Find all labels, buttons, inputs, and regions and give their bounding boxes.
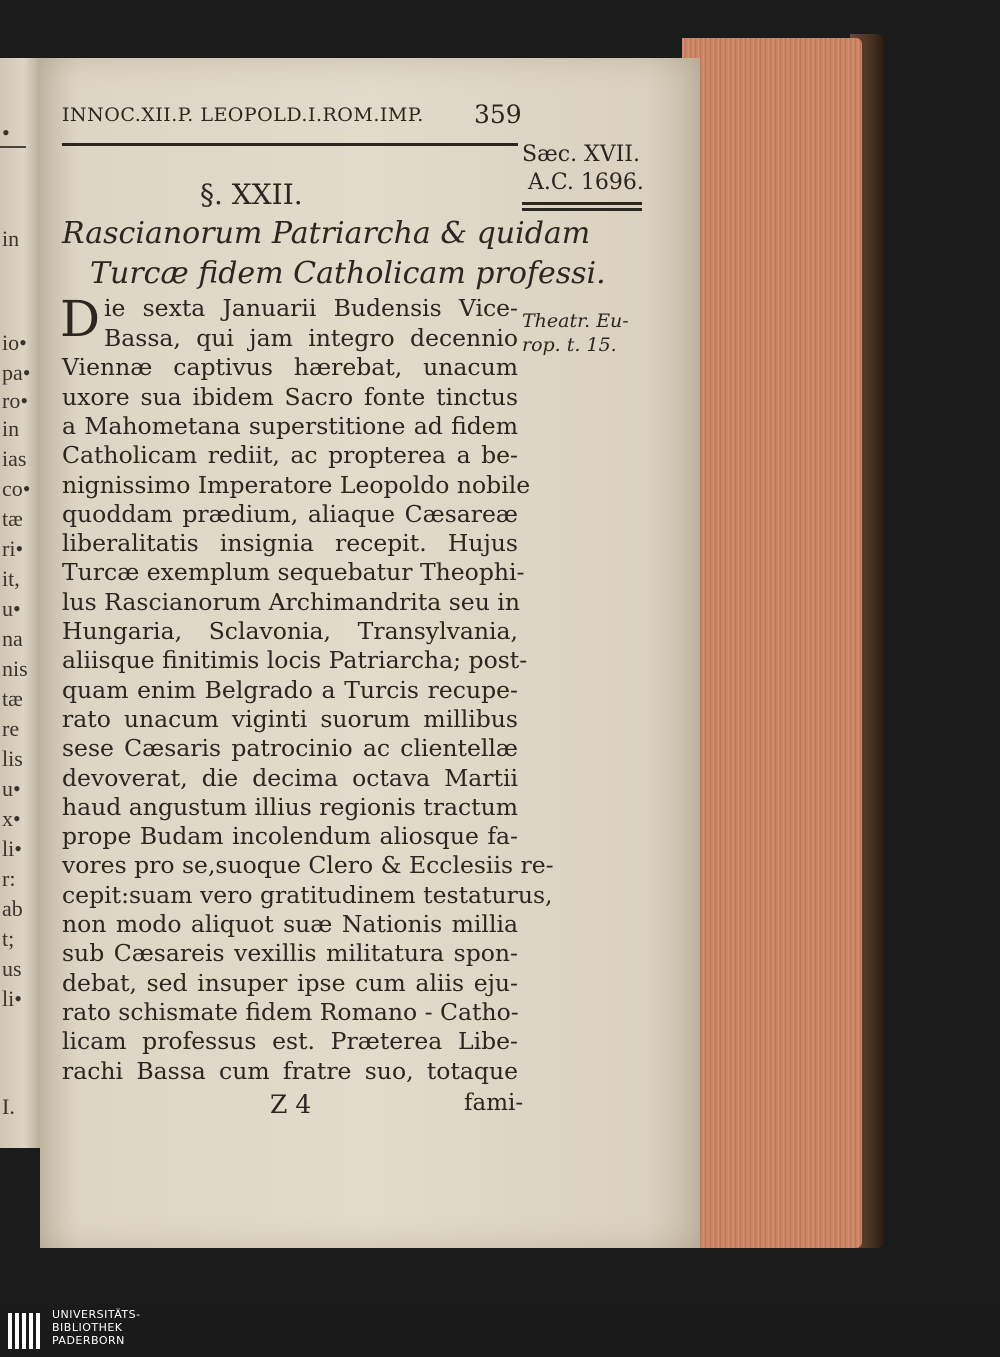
left-page-fragment: u•: [2, 596, 21, 621]
left-page-rule: [0, 146, 26, 148]
body-line: rato schismate fidem Romano - Catho-: [62, 997, 519, 1026]
body-line: vores pro se,suoque Clero & Ecclesiis re-: [62, 851, 554, 880]
margin-rule: [522, 202, 642, 205]
body-line: nignissimo Imperatore Leopoldo nobile: [62, 470, 531, 499]
body-line: aliisque finitimis locis Patriarcha; post-: [62, 646, 528, 675]
body-line: debat, sed insuper ipse cum aliis eju-: [62, 968, 518, 997]
left-page-fragment: us: [2, 956, 22, 981]
page-number: 359: [474, 100, 522, 129]
body-line: prope Budam incolendum aliosque fa-: [62, 822, 518, 851]
margin-rule: [522, 208, 642, 211]
margin-year: A.C. 1696.: [528, 170, 644, 195]
body-line: devoverat, die decima octava Martii: [62, 763, 518, 792]
left-page-fragment: tæ: [2, 686, 23, 711]
margin-note-line: rop. t. 15.: [522, 334, 617, 356]
logo-text-line: UNIVERSITÄTS-: [52, 1308, 141, 1321]
body-line: liberalitatis insignia recepit. Hujus: [62, 529, 518, 558]
left-page-strip: [0, 58, 40, 1148]
section-title-line: Rascianorum Patriarcha & quidam: [62, 216, 591, 251]
body-line: uxore sua ibidem Sacro fonte tinctus: [62, 382, 518, 411]
page-fore-edge: [682, 38, 862, 1248]
body-line: Hungaria, Sclavonia, Transylvania,: [62, 617, 518, 645]
body-line: Turcæ exemplum sequebatur Theophi-: [62, 558, 525, 587]
running-head: INNOC.XII.P. LEOPOLD.I.ROM.IMP.: [62, 104, 424, 126]
left-page-fragment: re: [2, 716, 20, 741]
left-page-fragment: x•: [2, 806, 21, 831]
header-rule: [62, 143, 518, 146]
margin-note-line: Theatr. Eu-: [522, 310, 629, 332]
library-logo-bar: [0, 1305, 1000, 1357]
body-line: Bassa, qui jam integro decennio: [104, 324, 518, 352]
section-number: §. XXII.: [200, 178, 303, 211]
section-title-line: Turcæ fidem Catholicam professi.: [90, 256, 606, 291]
body-line: sub Cæsareis vexillis militatura spon-: [62, 939, 518, 968]
left-page-fragment: pa•: [2, 360, 31, 385]
logo-text-line: PADERBORN: [52, 1334, 125, 1347]
left-page-fragment: r:: [2, 866, 16, 891]
left-page-fragment: ri•: [2, 536, 24, 561]
body-line: Catholicam rediit, ac propterea a be-: [62, 441, 518, 470]
logo-text-line: BIBLIOTHEK: [52, 1321, 123, 1334]
left-page-fragment: •: [2, 120, 10, 145]
body-line: sese Cæsaris patrocinio ac clientellæ: [62, 734, 518, 763]
left-page-fragment: na: [2, 626, 23, 651]
signature-mark: Z 4: [270, 1090, 312, 1119]
left-page-fragment: it,: [2, 566, 20, 591]
catchword: fami-: [464, 1090, 524, 1116]
left-page-fragment: co•: [2, 476, 31, 501]
body-line: a Mahometana superstitione ad fidem: [62, 411, 518, 440]
body-line: rachi Bassa cum fratre suo, totaque: [62, 1056, 518, 1085]
left-page-fragment: ab: [2, 896, 23, 921]
body-line: licam professus est. Præterea Libe-: [62, 1027, 518, 1056]
left-page-fragment: t;: [2, 926, 15, 951]
body-line: quoddam prædium, aliaque Cæsareæ: [62, 499, 518, 528]
body-line: haud angustum illius regionis tractum: [62, 792, 518, 821]
body-line: cepit:suam vero gratitudinem testaturus,: [62, 880, 553, 909]
body-line: lus Rascianorum Archimandrita seu in: [62, 587, 520, 616]
body-line: non modo aliquot suæ Nationis millia: [62, 910, 518, 938]
left-page-fragment: in: [2, 416, 20, 441]
left-page-fragment: in: [2, 226, 20, 251]
left-page-fragment: lis: [2, 746, 23, 771]
left-page-fragment: ias: [2, 446, 27, 471]
library-logo-icon: [6, 1311, 46, 1351]
left-page-fragment: ro•: [2, 388, 29, 413]
body-line: quam enim Belgrado a Turcis recupe-: [62, 675, 518, 704]
left-page-fragment: io•: [2, 330, 27, 355]
left-page-fragment: nis: [2, 656, 28, 681]
left-page-fragment: I.: [2, 1094, 15, 1119]
left-page-fragment: li•: [2, 836, 22, 861]
body-first-line: ie sexta Januarii Budensis Vice-: [104, 294, 518, 322]
margin-century: Sæc. XVII.: [522, 142, 640, 167]
left-page-fragment: u•: [2, 776, 21, 801]
left-page-fragment: tæ: [2, 506, 23, 531]
body-line: Viennæ captivus hærebat, unacum: [62, 353, 518, 382]
body-line: rato unacum viginti suorum millibus: [62, 704, 518, 733]
drop-cap: D: [60, 290, 101, 348]
left-page-fragment: li•: [2, 986, 22, 1011]
